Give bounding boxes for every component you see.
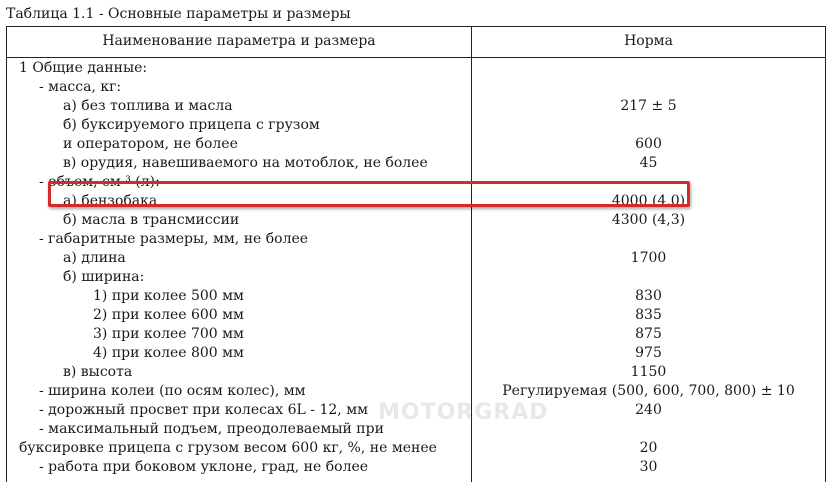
row-value: 30: [639, 459, 658, 475]
row-label: 2) при колее 600 мм: [93, 307, 244, 323]
table-row: [7, 249, 825, 268]
table-row: [7, 401, 825, 420]
header-divider: [7, 57, 825, 58]
table-row: [7, 192, 825, 211]
table-row: [7, 306, 825, 325]
row-label: - дорожный просвет при колесах 6L - 12, мм: [39, 402, 368, 418]
row-label: 3) при колее 700 мм: [93, 326, 244, 342]
row-label: в) орудия, навешиваемого на мотоблок, не более: [63, 155, 428, 171]
row-value: 45: [639, 155, 658, 171]
table-row: [7, 97, 825, 116]
table-row: [7, 287, 825, 306]
row-label: - максимальный подъем, преодолеваемый при: [39, 421, 384, 437]
row-label: 1 Общие данные:: [19, 60, 148, 76]
row-value: 4300 (4,3): [611, 212, 686, 228]
table-row: [7, 173, 825, 192]
table-row: [7, 154, 825, 173]
row-label: - масса, кг:: [39, 79, 122, 95]
row-label: а) длина: [63, 250, 126, 266]
row-label: а) бензобака: [63, 193, 158, 209]
table-row: [7, 116, 825, 135]
row-label: в) высота: [63, 364, 133, 380]
row-label: - работа при боковом уклоне, град, не более: [39, 459, 369, 475]
row-value: 1700: [630, 250, 667, 266]
row-value: 975: [635, 345, 662, 361]
row-label: - объем, см ³ (л):: [39, 174, 160, 190]
table-row: [7, 268, 825, 287]
row-label: буксировке прицепа с грузом весом 600 кг, %, не менее: [19, 440, 437, 456]
table-caption: Таблица 1.1 - Основные параметры и размеры: [6, 6, 351, 22]
row-value: 4000 (4,0): [611, 193, 686, 209]
row-value: 875: [635, 326, 662, 342]
table-row: [7, 439, 825, 458]
table-row: [7, 344, 825, 363]
table-row: [7, 59, 825, 78]
table-row: [7, 458, 825, 477]
table-row: [7, 325, 825, 344]
row-value: 20: [639, 440, 658, 456]
header-norm: Норма: [624, 33, 673, 49]
row-label: 1) при колее 500 мм: [93, 288, 244, 304]
row-value: Регулируемая (500, 600, 700, 800) ± 10: [502, 383, 795, 399]
row-value: 217 ± 5: [620, 98, 677, 114]
row-value: 1150: [630, 364, 667, 380]
row-label: и оператором, не более: [63, 136, 238, 152]
table-row-highlighted: [7, 211, 825, 230]
row-label: б) масла в трансмиссии: [63, 212, 240, 228]
table-row: [7, 230, 825, 249]
row-label: а) без топлива и масла: [63, 98, 233, 114]
row-label: - габаритные размеры, мм, не более: [39, 231, 309, 247]
header-param: Наименование параметра и размера: [102, 33, 376, 49]
row-value: 240: [635, 402, 662, 418]
row-label: - ширина колеи (по осям колес), мм: [39, 383, 306, 399]
table-row: [7, 382, 825, 401]
table-row: [7, 78, 825, 97]
row-label: б) буксируемого прицепа с грузом: [63, 117, 320, 133]
watermark-logo: MOTORGRAD: [378, 400, 549, 425]
table-row: [7, 420, 825, 439]
row-label: 4) при колее 800 мм: [93, 345, 244, 361]
table-row: [7, 363, 825, 382]
row-value: 830: [635, 288, 662, 304]
row-value: 835: [635, 307, 662, 323]
row-label: б) ширина:: [63, 269, 145, 285]
table-row: [7, 135, 825, 154]
parameters-table: [6, 26, 826, 482]
row-value: 600: [635, 136, 662, 152]
